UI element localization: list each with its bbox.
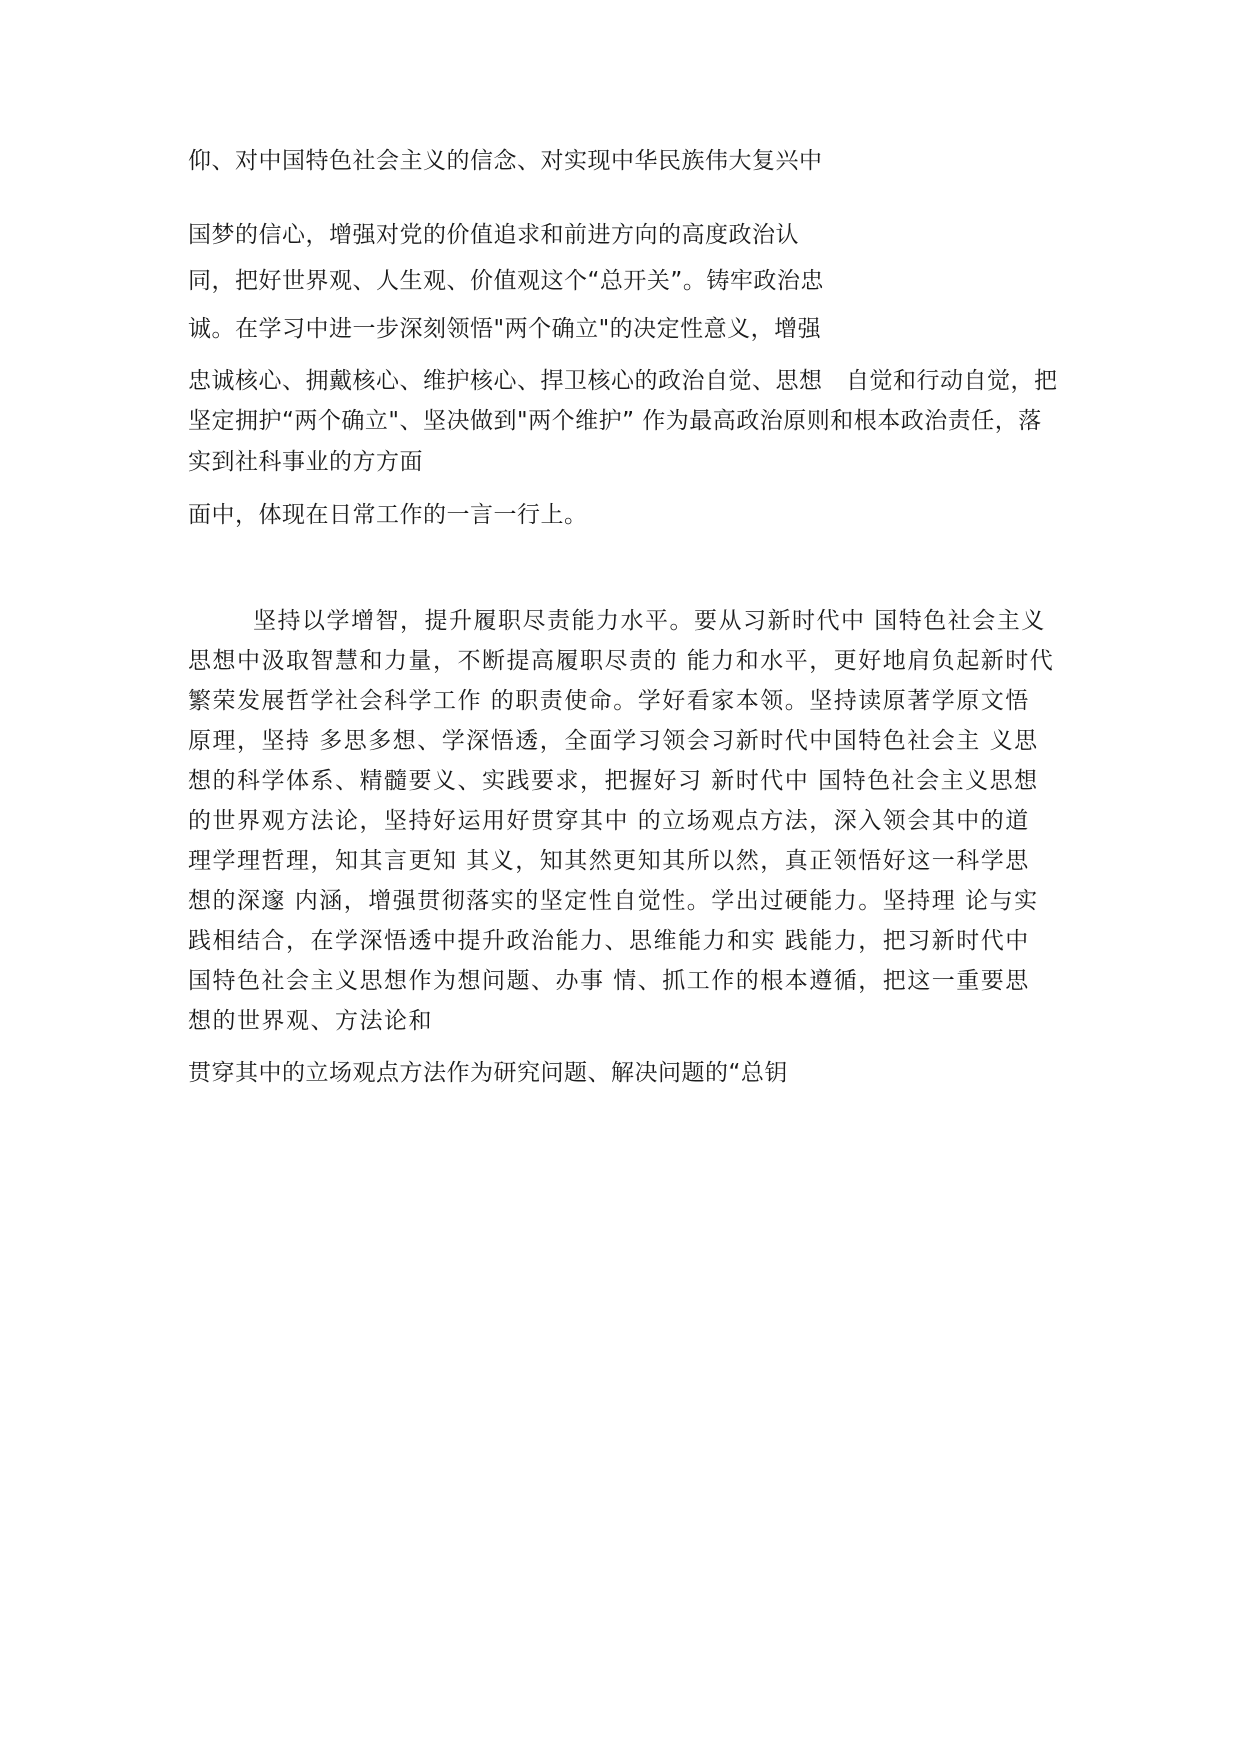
text-line: 诚。在学习中进一步深刻领悟"两个确立"的决定性意义，增强 [188, 316, 822, 342]
text-line: 坚定拥护“两个确立"、坚决做到"两个维护” 作为最高政治原则和根本政治责任，落 [188, 408, 1042, 434]
text-line: 贯穿其中的立场观点方法作为研究问题、解决问题的“总钥 [188, 1060, 788, 1086]
text-line: 践相结合，在学深悟透中提升政治能力、思维能力和实 践能力，把习新时代中 [188, 928, 1030, 954]
text-line: 理学理哲理，知其言更知 其义，知其然更知其所以然，真正领悟好这一科学思 [188, 848, 1030, 874]
text-line: 同，把好世界观、人生观、价值观这个“总开关”。铸牢政治忠 [188, 268, 824, 294]
text-line: 国特色社会主义思想作为想问题、办事 情、抓工作的根本遵循，把这一重要思 [188, 968, 1030, 994]
text-line: 想的深邃 内涵，增强贯彻落实的坚定性自觉性。学出过硬能力。坚持理 论与实 [188, 888, 1039, 914]
paragraph-first-line: 坚持以学增智，提升履职尽责能力水平。要从习新时代中 国特色社会主义 [253, 608, 1046, 634]
text-line: 想的科学体系、精髓要义、实践要求，把握好习 新时代中 国特色社会主义思想 [188, 768, 1039, 794]
text-line: 仰、对中国特色社会主义的信念、对实现中华民族伟大复兴中 [188, 148, 823, 174]
text-line: 想的世界观、方法论和 [188, 1008, 433, 1034]
text-line: 实到社科事业的方方面 [188, 449, 423, 475]
text-line: 原理，坚持 多思多想、学深悟透，全面学习领会习新时代中国特色社会主 义思 [188, 728, 1039, 754]
text-line: 忠诚核心、拥戴核心、维护核心、捍卫核心的政治自觉、思想 自觉和行动自觉，把 [188, 368, 1058, 394]
text-line: 国梦的信心，增强对党的价值追求和前进方向的高度政治认 [188, 222, 799, 248]
text-line: 的世界观方法论，坚持好运用好贯穿其中 的立场观点方法，深入领会其中的道 [188, 808, 1030, 834]
text-line: 面中，体现在日常工作的一言一行上。 [188, 502, 588, 528]
text-line: 思想中汲取智慧和力量，不断提高履职尽责的 能力和水平，更好地肩负起新时代 [188, 648, 1055, 674]
text-line: 繁荣发展哲学社会科学工作 的职责使命。学好看家本领。坚持读原著学原文悟 [188, 688, 1030, 714]
